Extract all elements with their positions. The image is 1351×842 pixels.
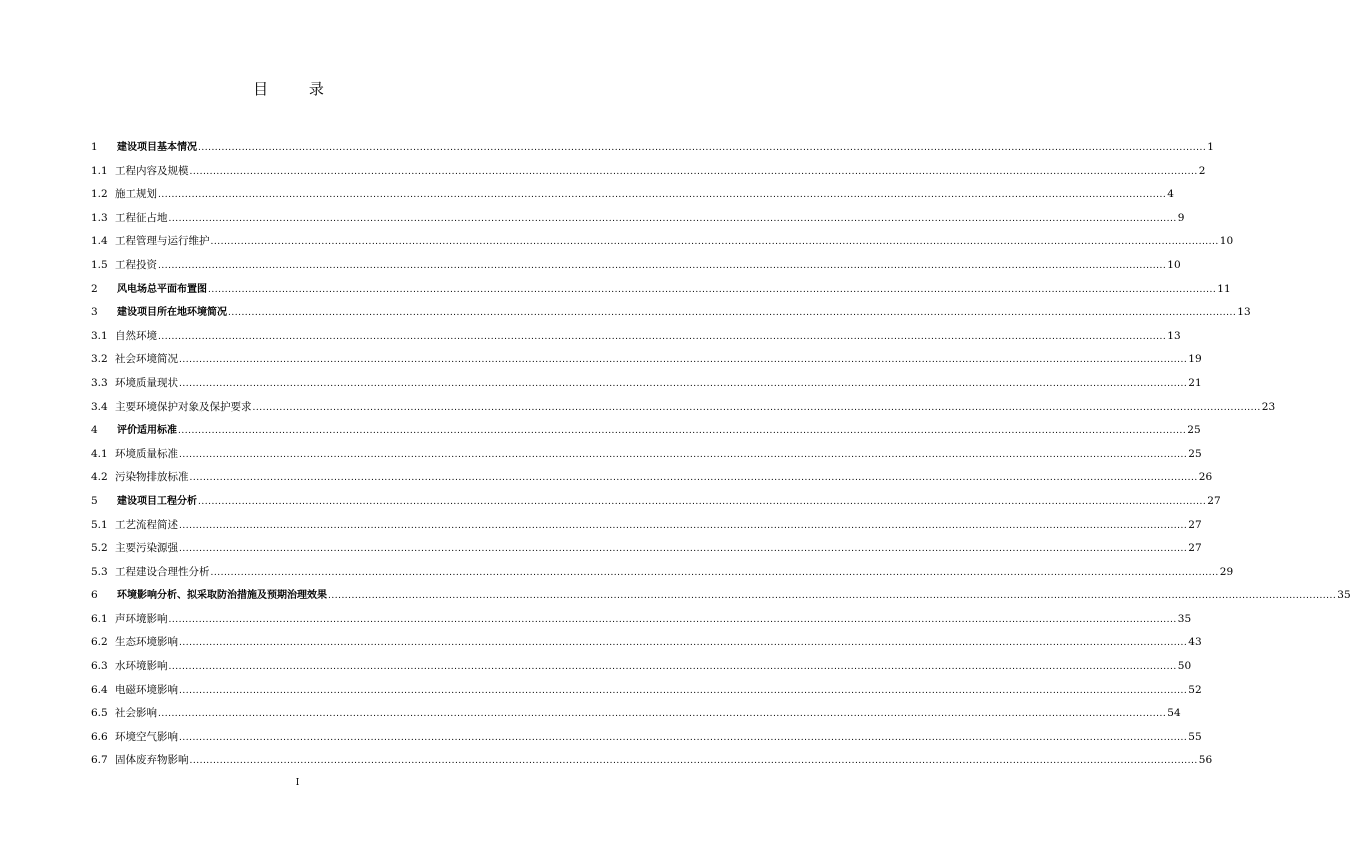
toc-entry-title: 环境空气影响 xyxy=(115,730,178,743)
toc-dot-leader: ............................................................................................................................................................................................................................................................................................................ xyxy=(178,426,1187,437)
toc-entry-title: 工艺流程简述 xyxy=(115,518,178,531)
toc-dot-leader: ............................................................................................................................................................................................................................................................................................................ xyxy=(168,213,1177,224)
toc-entry-page: 10 xyxy=(1219,235,1234,248)
toc-entry-title: 工程管理与运行维护 xyxy=(115,235,210,248)
toc-entry[interactable] xyxy=(91,396,1276,420)
toc-entry-page: 25 xyxy=(1188,447,1202,460)
toc-entry-number: 6.2 xyxy=(91,636,108,649)
toc-entry-title: 社会影响 xyxy=(115,707,157,720)
toc-entry-number: 5.3 xyxy=(91,565,108,578)
toc-entry-title: 环境质量现状 xyxy=(115,376,178,389)
toc-entry-number: 6.1 xyxy=(91,612,108,625)
toc-entry-number: 1.5 xyxy=(91,258,108,271)
toc-entry-page: 27 xyxy=(1207,494,1221,507)
toc-entry[interactable] xyxy=(91,230,1234,254)
toc-entry-page: 9 xyxy=(1177,211,1185,224)
toc-entry-title: 工程内容及规模 xyxy=(115,164,189,177)
toc-entry-page: 25 xyxy=(1187,424,1201,437)
toc-entry[interactable] xyxy=(91,254,1181,278)
toc-entry-page: 13 xyxy=(1237,306,1251,319)
toc-entry-title: 社会环境简况 xyxy=(115,353,178,366)
toc-entry-page: 23 xyxy=(1261,400,1276,413)
toc-entry[interactable] xyxy=(91,561,1234,585)
toc-entry-page: 4 xyxy=(1167,188,1174,201)
toc-dot-leader: ............................................................................................................................................................................................................................................................................................................ xyxy=(328,591,1337,602)
toc-entry-page: 19 xyxy=(1188,353,1202,366)
toc-entry[interactable] xyxy=(91,372,1202,396)
toc-dot-leader: ............................................................................................................................................................................................................................................................................................................ xyxy=(179,732,1188,743)
toc-entry-title: 建设项目基本情况 xyxy=(117,142,197,153)
toc-dot-leader: ............................................................................................................................................................................................................................................................................................................ xyxy=(179,520,1188,531)
toc-entry-page: 27 xyxy=(1188,542,1202,555)
toc-dot-leader: ............................................................................................................................................................................................................................................................................................................ xyxy=(198,496,1207,507)
toc-entry-number: 5 xyxy=(91,494,98,507)
toc-dot-leader: ............................................................................................................................................................................................................................................................................................................ xyxy=(228,308,1237,319)
toc-entry-page: 29 xyxy=(1219,565,1234,578)
toc-entry-title: 工程建设合理性分析 xyxy=(115,565,210,578)
toc-entry[interactable] xyxy=(91,702,1181,726)
toc-entry-page: 11 xyxy=(1217,282,1231,295)
toc-entry[interactable] xyxy=(91,655,1192,679)
toc-entry-number: 1.2 xyxy=(91,188,108,201)
toc-dot-leader: ............................................................................................................................................................................................................................................................................................................ xyxy=(208,284,1217,295)
toc-dot-leader: ............................................................................................................................................................................................................................................................................................................ xyxy=(189,756,1198,767)
toc-entry[interactable] xyxy=(91,631,1202,655)
toc-entry[interactable] xyxy=(91,325,1181,349)
toc-entry[interactable] xyxy=(91,183,1174,207)
toc-entry-number: 5.1 xyxy=(91,518,108,531)
toc-dot-leader: ............................................................................................................................................................................................................................................................................................................ xyxy=(252,402,1261,413)
toc-entry-page: 50 xyxy=(1177,660,1192,673)
toc-entry-title: 污染物排放标准 xyxy=(115,471,189,484)
toc-entry-page: 35 xyxy=(1177,612,1192,625)
toc-entry-number: 3 xyxy=(91,306,98,319)
table-of-contents xyxy=(91,136,1351,773)
toc-entry[interactable] xyxy=(91,537,1202,561)
toc-entry-number: 6 xyxy=(91,589,98,602)
toc-entry-page: 27 xyxy=(1188,518,1202,531)
toc-entry-title: 主要污染源强 xyxy=(115,542,178,555)
toc-entry[interactable] xyxy=(91,608,1192,632)
toc-entry-title: 工程投资 xyxy=(115,258,157,271)
toc-entry-title: 声环境影响 xyxy=(115,612,168,625)
toc-dot-leader: ............................................................................................................................................................................................................................................................................................................ xyxy=(189,166,1198,177)
toc-entry-title: 建设项目所在地环境简况 xyxy=(117,307,227,319)
toc-entry-title: 生态环境影响 xyxy=(115,636,178,649)
toc-dot-leader: ............................................................................................................................................................................................................................................................................................................ xyxy=(179,355,1188,366)
toc-entry-page: 1 xyxy=(1207,141,1214,153)
toc-entry[interactable] xyxy=(91,160,1206,184)
toc-entry[interactable] xyxy=(91,514,1202,538)
toc-entry-number: 1.1 xyxy=(91,164,108,177)
page-number-footer: I xyxy=(295,778,300,788)
toc-entry-title: 工程征占地 xyxy=(115,211,168,224)
toc-dot-leader: ............................................................................................................................................................................................................................................................................................................ xyxy=(158,709,1167,720)
toc-entry-number: 2 xyxy=(91,282,98,295)
toc-entry-number: 4.2 xyxy=(91,471,108,484)
toc-entry-title: 施工规划 xyxy=(115,188,157,201)
toc-entry-number: 5.2 xyxy=(91,542,108,555)
toc-dot-leader: ............................................................................................................................................................................................................................................................................................................ xyxy=(210,237,1219,248)
toc-entry[interactable] xyxy=(91,679,1202,703)
toc-entry-page: 21 xyxy=(1188,376,1202,389)
toc-entry-title: 评价适用标准 xyxy=(117,425,177,437)
toc-entry-title: 建设项目工程分析 xyxy=(117,495,197,507)
toc-entry[interactable] xyxy=(91,490,1221,514)
toc-dot-leader: ............................................................................................................................................................................................................................................................................................................ xyxy=(210,567,1219,578)
toc-dot-leader: ............................................................................................................................................................................................................................................................................................................ xyxy=(179,449,1188,460)
toc-entry-number: 3.1 xyxy=(91,329,108,342)
toc-entry-number: 6.6 xyxy=(91,730,108,743)
toc-entry-page: 10 xyxy=(1167,258,1181,271)
toc-entry-number: 3.3 xyxy=(91,376,108,389)
toc-entry[interactable] xyxy=(91,466,1213,490)
toc-entry-page: 2 xyxy=(1198,164,1206,177)
toc-dot-leader: ............................................................................................................................................................................................................................................................................................................ xyxy=(158,260,1167,271)
toc-entry-number: 4.1 xyxy=(91,447,108,460)
toc-dot-leader: ............................................................................................................................................................................................................................................................................................................ xyxy=(158,331,1167,342)
toc-entry-page: 55 xyxy=(1188,730,1202,743)
toc-entry-title: 水环境影响 xyxy=(115,660,168,673)
toc-entry[interactable] xyxy=(91,136,1214,160)
page-title: 目 录 xyxy=(253,80,342,98)
toc-entry-title: 环境影响分析、拟采取防治措施及预期治理效果 xyxy=(117,590,327,602)
toc-entry[interactable] xyxy=(91,443,1202,467)
toc-entry[interactable] xyxy=(91,726,1202,750)
toc-entry-page: 54 xyxy=(1167,707,1181,720)
toc-entry-title: 自然环境 xyxy=(115,329,157,342)
toc-entry[interactable] xyxy=(91,348,1202,372)
toc-entry[interactable] xyxy=(91,584,1351,608)
toc-dot-leader: ............................................................................................................................................................................................................................................................................................................ xyxy=(179,685,1188,696)
toc-entry-number: 1.4 xyxy=(91,235,108,248)
toc-entry-page: 52 xyxy=(1188,683,1202,696)
toc-entry-title: 主要环境保护对象及保护要求 xyxy=(115,400,252,413)
toc-dot-leader: ............................................................................................................................................................................................................................................................................................................ xyxy=(189,473,1198,484)
toc-entry-page: 13 xyxy=(1167,329,1181,342)
toc-entry-number: 1 xyxy=(91,141,98,153)
toc-entry-number: 3.4 xyxy=(91,400,108,413)
toc-entry-title: 风电场总平面布置图 xyxy=(117,283,207,295)
toc-dot-leader: ............................................................................................................................................................................................................................................................................................................ xyxy=(158,190,1167,201)
toc-entry-title: 固体废弃物影响 xyxy=(115,754,189,767)
toc-dot-leader: ............................................................................................................................................................................................................................................................................................................ xyxy=(179,544,1188,555)
toc-dot-leader: ............................................................................................................................................................................................................................................................................................................ xyxy=(179,378,1188,389)
toc-entry[interactable] xyxy=(91,278,1231,302)
toc-entry-number: 6.7 xyxy=(91,754,108,767)
toc-dot-leader: ............................................................................................................................................................................................................................................................................................................ xyxy=(179,638,1188,649)
toc-dot-leader: ............................................................................................................................................................................................................................................................................................................ xyxy=(198,143,1207,153)
toc-entry-page: 43 xyxy=(1188,636,1202,649)
toc-entry[interactable] xyxy=(91,419,1201,443)
toc-entry-page: 56 xyxy=(1198,754,1213,767)
toc-entry-page: 26 xyxy=(1198,471,1213,484)
toc-entry-page: 35 xyxy=(1337,589,1351,602)
toc-entry[interactable] xyxy=(91,301,1251,325)
toc-entry-number: 6.5 xyxy=(91,707,108,720)
toc-entry-number: 4 xyxy=(91,424,98,437)
toc-entry-title: 环境质量标准 xyxy=(115,447,178,460)
toc-entry-number: 6.3 xyxy=(91,660,108,673)
toc-entry[interactable] xyxy=(91,207,1185,231)
toc-entry-number: 3.2 xyxy=(91,353,108,366)
toc-entry[interactable] xyxy=(91,749,1213,773)
toc-dot-leader: ............................................................................................................................................................................................................................................................................................................ xyxy=(168,662,1177,673)
toc-entry-number: 6.4 xyxy=(91,683,108,696)
toc-entry-title: 电磁环境影响 xyxy=(115,683,178,696)
toc-entry-number: 1.3 xyxy=(91,211,108,224)
toc-dot-leader: ............................................................................................................................................................................................................................................................................................................ xyxy=(168,614,1177,625)
